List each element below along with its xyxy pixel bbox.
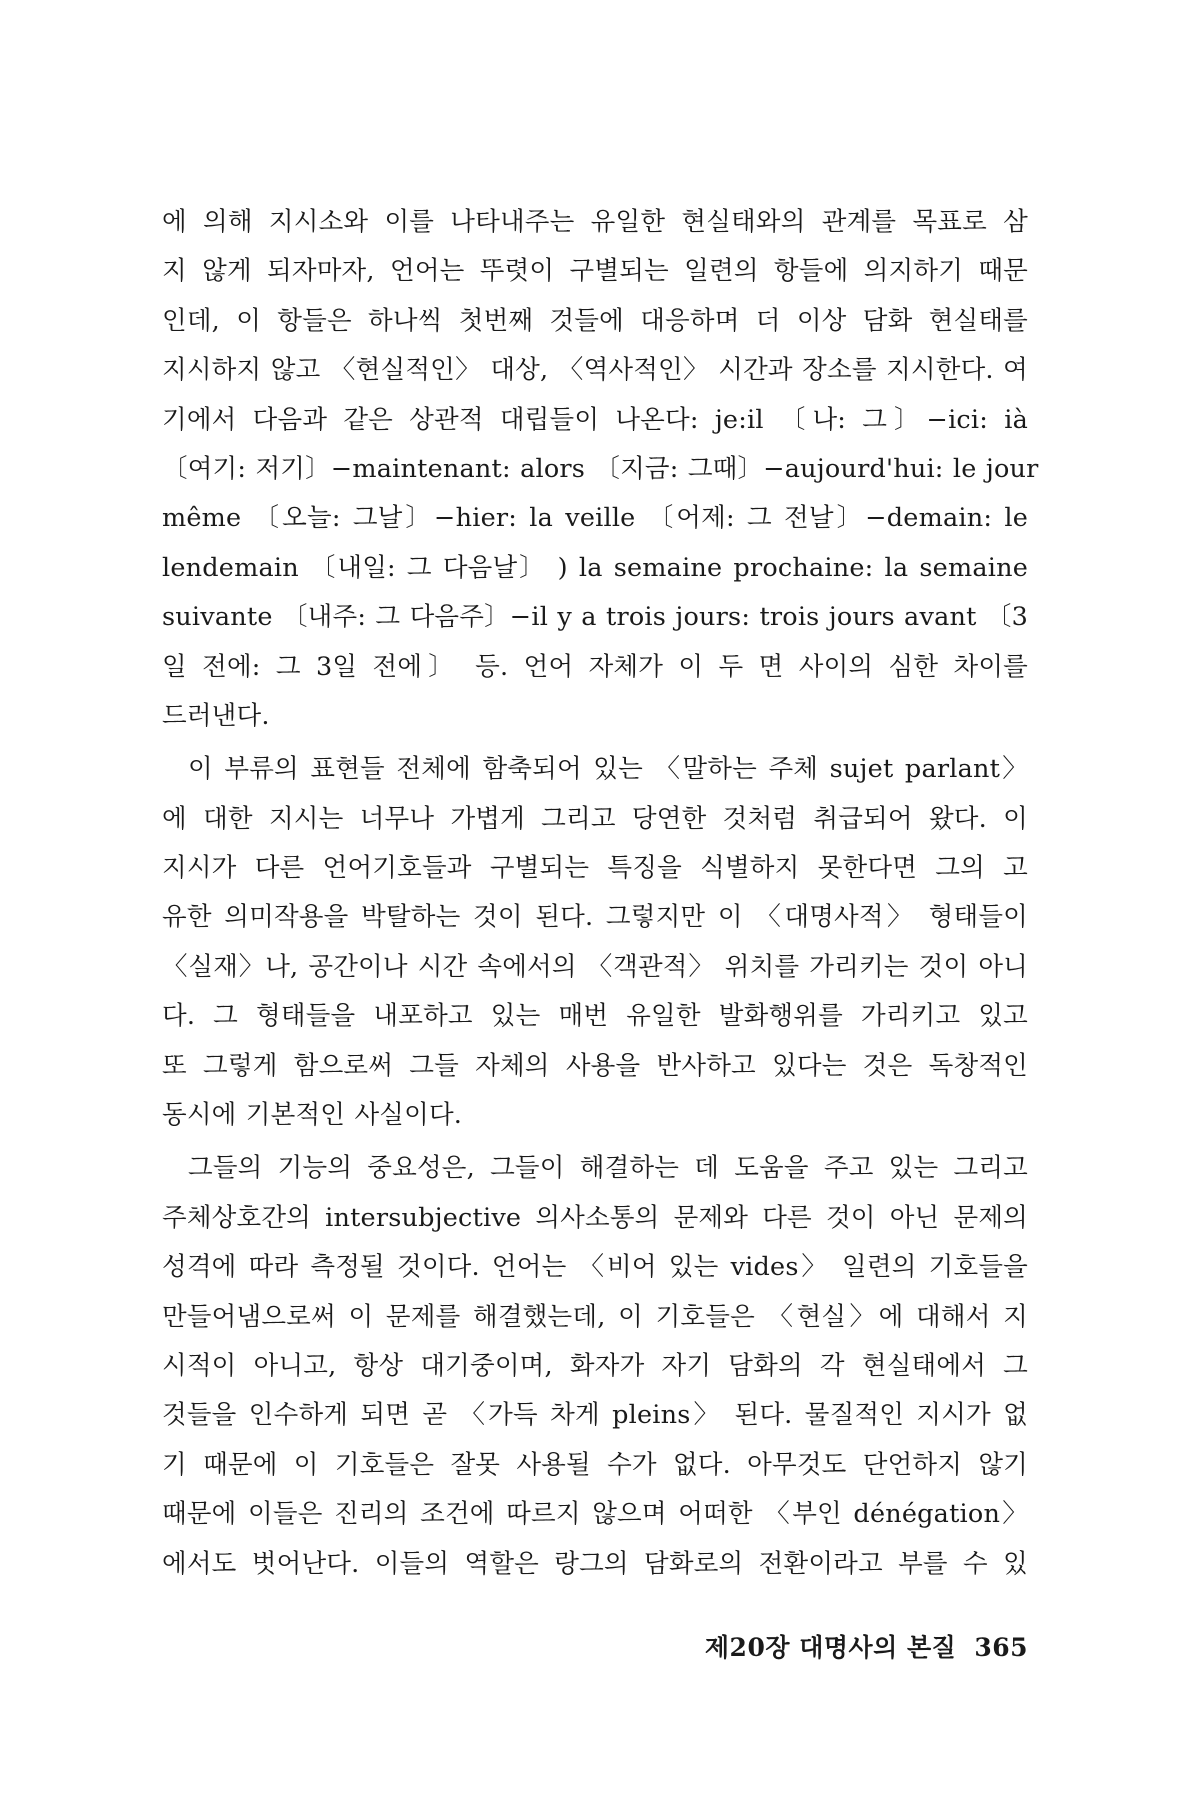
text-line: 기 때문에 이 기호들은 잘못 사용될 수가 없다. 아무것도 단언하지 않기: [162, 1449, 1028, 1480]
text-line: 또 그렇게 함으로써 그들 자체의 사용을 반사하고 있다는 것은 독창적인: [162, 1050, 1028, 1081]
text-line: 〔여기: 저기〕−maintenant: alors 〔지금: 그때〕−aujourd'hui: le jour: [162, 453, 1039, 484]
text-line: 주체상호간의 intersubjective 의사소통의 문제와 다른 것이 아닌 문제의: [162, 1202, 1028, 1233]
text-line: suivante 〔내주: 그 다음주〕−il y a trois jours: trois jours avant 〔3: [162, 602, 1028, 633]
text-line: 이 부류의 표현들 전체에 함축되어 있는 〈말하는 주체 sujet parlant〉: [188, 754, 1028, 785]
text-line: 만들어냄으로써 이 문제를 해결했는데, 이 기호들은 〈현실〉에 대해서 지: [162, 1301, 1028, 1332]
text-line: même 〔오늘: 그날〕−hier: la veille 〔어제: 그 전날〕−demain: le: [162, 503, 1028, 534]
text-line: 때문에 이들은 진리의 조건에 따르지 않으며 어떠한 〈부인 dénégation〉: [162, 1499, 1028, 1530]
text-line: 〈실재〉나, 공간이나 시간 속에서의 〈객관적〉 위치를 가리키는 것이 아니: [162, 951, 1028, 982]
text-line: 지시가 다른 언어기호들과 구별되는 특징을 식별하지 못한다면 그의 고: [162, 853, 1028, 884]
text-line: 지 않게 되자마자, 언어는 뚜렷이 구별되는 일련의 항들에 의지하기 때문: [162, 256, 1028, 287]
body-text: [162, 198, 1039, 1589]
text-line: 동시에 기본적인 사실이다.: [162, 1100, 463, 1131]
paragraph-1: [162, 198, 1039, 741]
page-number: 365: [974, 1633, 1028, 1662]
text-line: 에서도 벗어난다. 이들의 역할은 랑그의 담화로의 전환이라고 부를 수 있: [162, 1548, 1028, 1579]
text-line: lendemain 〔내일: 그 다음날〕 ) la semaine prochaine: la semaine: [162, 552, 1028, 583]
text-line: 인데, 이 항들은 하나씩 첫번째 것들에 대응하며 더 이상 담화 현실태를: [162, 305, 1028, 336]
running-head: 제20장 대명사의 본질: [704, 1633, 957, 1662]
text-line: 에 대한 지시는 너무나 가볍게 그리고 당연한 것처럼 취급되어 왔다. 이: [162, 803, 1028, 834]
page-footer: [680, 1628, 1028, 1668]
text-line: 드러낸다.: [162, 700, 270, 731]
paragraph-3: [162, 1144, 1028, 1589]
text-line: 성격에 따라 측정될 것이다. 언어는 〈비어 있는 vides〉 일련의 기호들을: [162, 1252, 1028, 1283]
paragraph-2: [162, 745, 1028, 1140]
text-line: 유한 의미작용을 박탈하는 것이 된다. 그렇지만 이 〈대명사적〉 형태들이: [162, 902, 1028, 933]
text-line: 기에서 다음과 같은 상관적 대립들이 나온다: je:il 〔나: 그〕−ici: ià: [162, 404, 1028, 435]
text-line: 에 의해 지시소와 이를 나타내주는 유일한 현실태와의 관계를 목표로 삼: [162, 207, 1028, 237]
text-line: 것들을 인수하게 되면 곧 〈가득 차게 pleins〉 된다. 물질적인 지시가 없: [162, 1400, 1028, 1431]
text-line: 다. 그 형태들을 내포하고 있는 매번 유일한 발화행위를 가리키고 있고: [162, 1001, 1028, 1032]
text-line: 일 전에: 그 3일 전에〕 등. 언어 자체가 이 두 면 사이의 심한 차이를: [162, 651, 1028, 682]
text-line: 그들의 기능의 중요성은, 그들이 해결하는 데 도움을 주고 있는 그리고: [188, 1153, 1028, 1184]
text-line: 지시하지 않고 〈현실적인〉 대상, 〈역사적인〉 시간과 장소를 지시한다. 여: [162, 355, 1028, 386]
text-line: 시적이 아니고, 항상 대기중이며, 화자가 자기 담화의 각 현실태에서 그: [162, 1350, 1028, 1381]
